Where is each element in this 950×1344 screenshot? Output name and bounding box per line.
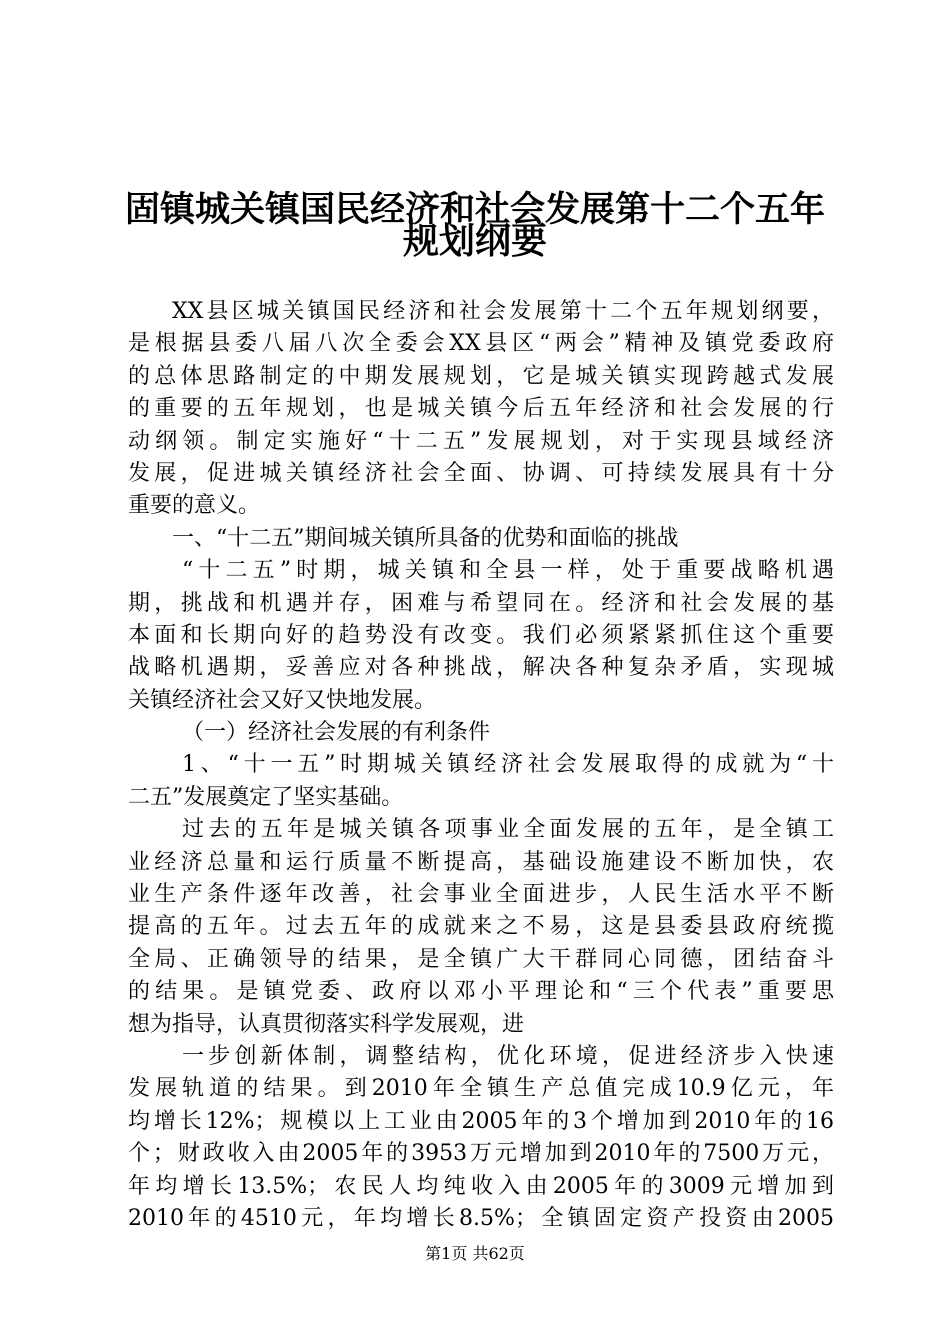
paragraph-line: 业经济总量和运行质量不断提高，基础设施建设不断加快，农 <box>128 849 834 875</box>
paragraph-line: 动纲领。制定实施好“十二五”发展规划，对于实现县域经济 <box>128 428 834 454</box>
paragraph-line: 1、“十一五”时期城关镇经济社会发展取得的成就为“十 <box>182 752 834 778</box>
document-body <box>128 296 834 1235</box>
document-title-line-2 <box>120 222 830 262</box>
paragraph-line: 的总体思路制定的中期发展规划，它是城关镇实现跨越式发展 <box>128 363 834 389</box>
paragraph-line: 二五”发展奠定了坚实基础。 <box>128 784 404 810</box>
paragraph-line: 2010年的4510元，年均增长8.5%；全镇固定资产投资由2005 <box>128 1205 834 1231</box>
paragraph-line: XX县区城关镇国民经济和社会发展第十二个五年规划纲要， <box>172 299 834 324</box>
paragraph-line: 一步创新体制，调整结构，优化环境，促进经济步入快速 <box>182 1043 834 1069</box>
page-number-footer: 第1页 共62页 <box>425 1244 525 1263</box>
section-heading: 一、“十二五”期间城关镇所具备的优势和面临的挑战 <box>172 525 679 551</box>
paragraph-line: 本面和长期向好的趋势没有改变。我们必须紧紧抓住这个重要 <box>128 622 834 648</box>
paragraph-line: “十二五”时期，城关镇和全县一样，处于重要战略机遇 <box>182 558 834 584</box>
paragraph-line: 年均增长13.5%；农民人均纯收入由2005年的3009元增加到 <box>128 1173 834 1199</box>
paragraph-line: 重要的意义。 <box>128 493 261 519</box>
document-title-line-2-text: 规划纲要 <box>402 221 547 262</box>
paragraph-line: 过去的五年是城关镇各项事业全面发展的五年，是全镇工 <box>182 817 834 843</box>
paragraph-line: 个；财政收入由2005年的3953万元增加到2010年的7500万元， <box>128 1141 834 1167</box>
paragraph-line: 的重要的五年规划，也是城关镇今后五年经济和社会发展的行 <box>128 396 834 422</box>
paragraph-line: 战略机遇期，妥善应对各种挑战，解决各种复杂矛盾，实现城 <box>128 655 834 681</box>
paragraph-line: 均增长12%；规模以上工业由2005年的3个增加到2010年的16 <box>128 1108 834 1134</box>
paragraph-line: 发展，促进城关镇经济社会全面、协调、可持续发展具有十分 <box>128 460 834 486</box>
paragraph-line: 全局、正确领导的结果，是全镇广大干群同心同德，团结奋斗 <box>128 946 834 972</box>
document-title-line-1: 固镇城关镇国民经济和社会发展第十二个五年 <box>124 190 825 230</box>
paragraph-line: 期，挑战和机遇并存，困难与希望同在。经济和社会发展的基 <box>128 590 834 616</box>
paragraph-line: 提高的五年。过去五年的成就来之不易，这是县委县政府统揽 <box>128 914 834 940</box>
paragraph-line: 的结果。是镇党委、政府以邓小平理论和“三个代表”重要思 <box>128 979 834 1005</box>
subsection-heading: （一）经济社会发展的有利条件 <box>182 720 491 746</box>
paragraph-line: 关镇经济社会又好又快地发展。 <box>128 687 437 713</box>
paragraph-line: 是根据县委八届八次全委会XX县区“两会”精神及镇党委政府 <box>128 331 834 357</box>
paragraph-line: 想为指导，认真贯彻落实科学发展观，进 <box>128 1011 525 1037</box>
paragraph-line: 发展轨道的结果。到2010年全镇生产总值完成10.9亿元，年 <box>128 1076 834 1102</box>
paragraph-line: 业生产条件逐年改善，社会事业全面进步，人民生活水平不断 <box>128 882 834 908</box>
